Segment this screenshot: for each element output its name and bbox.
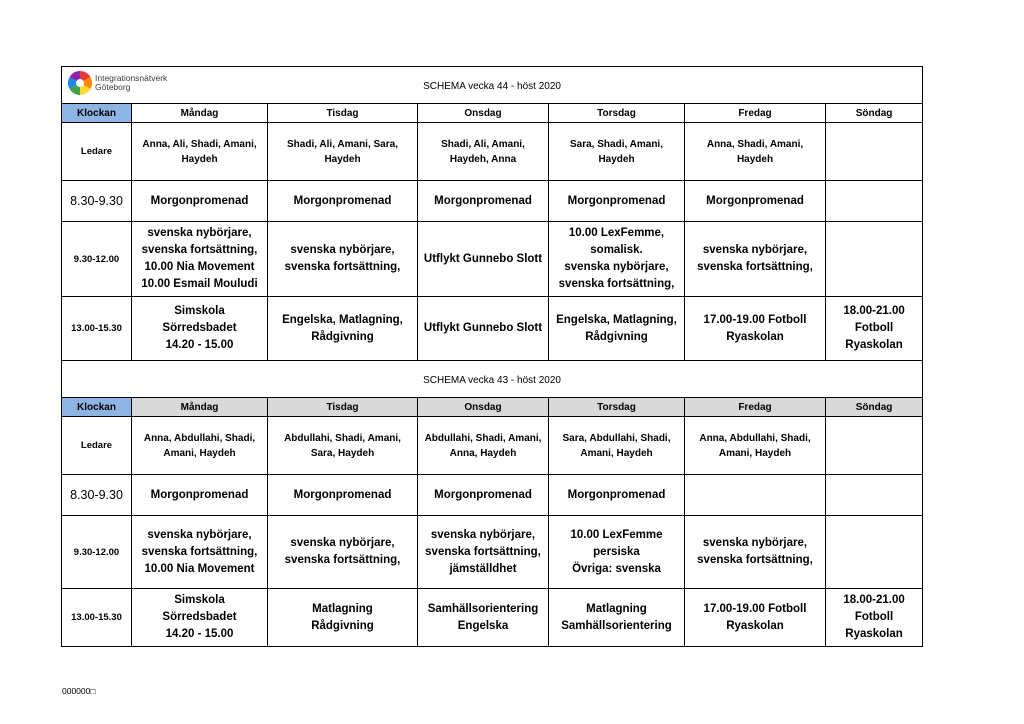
schedule-cell: Anna, Ali, Shadi, Amani, Haydeh — [132, 123, 268, 181]
logo-line-1: Integrationsnätverk — [95, 73, 168, 83]
schedule-cell: Anna, Abdullahi, Shadi, Amani, Haydeh — [685, 417, 826, 475]
schedule-cell: Morgonpromenad — [132, 475, 268, 516]
header-friday: Fredag — [685, 398, 826, 417]
header-tuesday: Tisdag — [268, 398, 418, 417]
schedule-cell: svenska nybörjare, svenska fortsättning, jämställdhet — [418, 516, 549, 589]
week-43-title: SCHEMA vecka 43 - höst 2020 — [423, 375, 561, 386]
organization-logo — [67, 70, 167, 96]
schedule-table — [61, 66, 923, 647]
week-44-leaders-row — [62, 123, 923, 181]
week-44-title-row — [62, 67, 923, 104]
schedule-cell: Anna, Abdullahi, Shadi, Amani, Haydeh — [132, 417, 268, 475]
colorful-circle-logo-icon — [67, 70, 93, 96]
schedule-cell: Samhällsorientering Engelska — [418, 589, 549, 647]
schedule-cell — [826, 516, 923, 589]
header-tuesday: Tisdag — [268, 104, 418, 123]
header-monday: Måndag — [132, 398, 268, 417]
schedule-cell: Matlagning Rådgivning — [268, 589, 418, 647]
schedule-cell: Abdullahi, Shadi, Amani, Anna, Haydeh — [418, 417, 549, 475]
header-friday: Fredag — [685, 104, 826, 123]
schedule-cell: Shadi, Ali, Amani, Haydeh, Anna — [418, 123, 549, 181]
schedule-cell: svenska nybörjare, svenska fortsättning, 10.00 Nia Movement 10.00 Esmail Mouludi — [132, 222, 268, 297]
schedule-cell: Abdullahi, Shadi, Amani, Sara, Haydeh — [268, 417, 418, 475]
schedule-cell: Utflykt Gunnebo Slott — [418, 297, 549, 361]
header-monday: Måndag — [132, 104, 268, 123]
header-sunday: Söndag — [826, 398, 923, 417]
week-44-title: SCHEMA vecka 44 - höst 2020 — [423, 81, 561, 92]
schedule-cell: Anna, Shadi, Amani, Haydeh — [685, 123, 826, 181]
week-43-morning-walk-row — [62, 475, 923, 516]
week-44-morning-walk-row — [62, 181, 923, 222]
row-label: Ledare — [62, 123, 132, 181]
schedule-cell: svenska nybörjare, svenska fortsättning, — [685, 222, 826, 297]
week-43-title-row — [62, 361, 923, 398]
schedule-cell: Simskola Sörredsbadet 14.20 - 15.00 — [132, 589, 268, 647]
schedule-cell: svenska nybörjare, svenska fortsättning, — [268, 516, 418, 589]
schedule-cell: 18.00-21.00 Fotboll Ryaskolan — [826, 589, 923, 647]
row-label: 13.00-15.30 — [62, 297, 132, 361]
schedule-cell — [826, 123, 923, 181]
schedule-cell: 18.00-21.00 Fotboll Ryaskolan — [826, 297, 923, 361]
schedule-cell: Morgonpromenad — [685, 181, 826, 222]
week-43-leaders-row — [62, 417, 923, 475]
schedule-cell — [826, 181, 923, 222]
header-wednesday: Onsdag — [418, 104, 549, 123]
schedule-cell: 17.00-19.00 Fotboll Ryaskolan — [685, 297, 826, 361]
schedule-cell — [826, 475, 923, 516]
schedule-cell — [685, 475, 826, 516]
schedule-cell: Simskola Sörredsbadet 14.20 - 15.00 — [132, 297, 268, 361]
header-sunday: Söndag — [826, 104, 923, 123]
schedule-cell: svenska nybörjare, svenska fortsättning, 10.00 Nia Movement — [132, 516, 268, 589]
schedule-cell: Morgonpromenad — [418, 475, 549, 516]
schedule-cell: 10.00 LexFemme persiska Övriga: svenska — [549, 516, 685, 589]
week-43-morning-row — [62, 516, 923, 589]
schedule-cell: 17.00-19.00 Fotboll Ryaskolan — [685, 589, 826, 647]
row-label: 9.30-12.00 — [62, 222, 132, 297]
row-label: 9.30-12.00 — [62, 516, 132, 589]
schedule-cell — [826, 417, 923, 475]
schedule-cell: Morgonpromenad — [418, 181, 549, 222]
schedule-cell: Sara, Abdullahi, Shadi, Amani, Haydeh — [549, 417, 685, 475]
schedule-cell: Morgonpromenad — [549, 181, 685, 222]
schedule-cell: 10.00 LexFemme, somalisk. svenska nybörjare, svenska fortsättning, — [549, 222, 685, 297]
header-thursday: Torsdag — [549, 398, 685, 417]
week-43-header-row — [62, 398, 923, 417]
header-wednesday: Onsdag — [418, 398, 549, 417]
header-klockan: Klockan — [62, 398, 132, 417]
schedule-cell: Engelska, Matlagning, Rådgivning — [268, 297, 418, 361]
header-klockan: Klockan — [62, 104, 132, 123]
logo-line-2: Göteborg — [95, 82, 131, 92]
week-44-header-row — [62, 104, 923, 123]
schedule-cell: Utflykt Gunnebo Slott — [418, 222, 549, 297]
week-44-morning-row — [62, 222, 923, 297]
schedule-cell — [826, 222, 923, 297]
week-43-afternoon-row — [62, 589, 923, 647]
row-label: 8.30-9.30 — [62, 475, 132, 516]
schedule-cell: Morgonpromenad — [549, 475, 685, 516]
row-label: 8.30-9.30 — [62, 181, 132, 222]
schedule-cell: svenska nybörjare, svenska fortsättning, — [685, 516, 826, 589]
schedule-cell: Matlagning Samhällsorientering — [549, 589, 685, 647]
page-footer-code: 000000□ — [62, 686, 96, 696]
schedule-cell: Morgonpromenad — [132, 181, 268, 222]
schedule-cell: svenska nybörjare, svenska fortsättning, — [268, 222, 418, 297]
schedule-cell: Engelska, Matlagning, Rådgivning — [549, 297, 685, 361]
schedule-cell: Sara, Shadi, Amani, Haydeh — [549, 123, 685, 181]
week-44-afternoon-row — [62, 297, 923, 361]
header-thursday: Torsdag — [549, 104, 685, 123]
row-label: Ledare — [62, 417, 132, 475]
schedule-cell: Shadi, Ali, Amani, Sara, Haydeh — [268, 123, 418, 181]
schedule-cell: Morgonpromenad — [268, 181, 418, 222]
schedule-cell: Morgonpromenad — [268, 475, 418, 516]
row-label: 13.00-15.30 — [62, 589, 132, 647]
schedule-sheet — [61, 66, 922, 647]
